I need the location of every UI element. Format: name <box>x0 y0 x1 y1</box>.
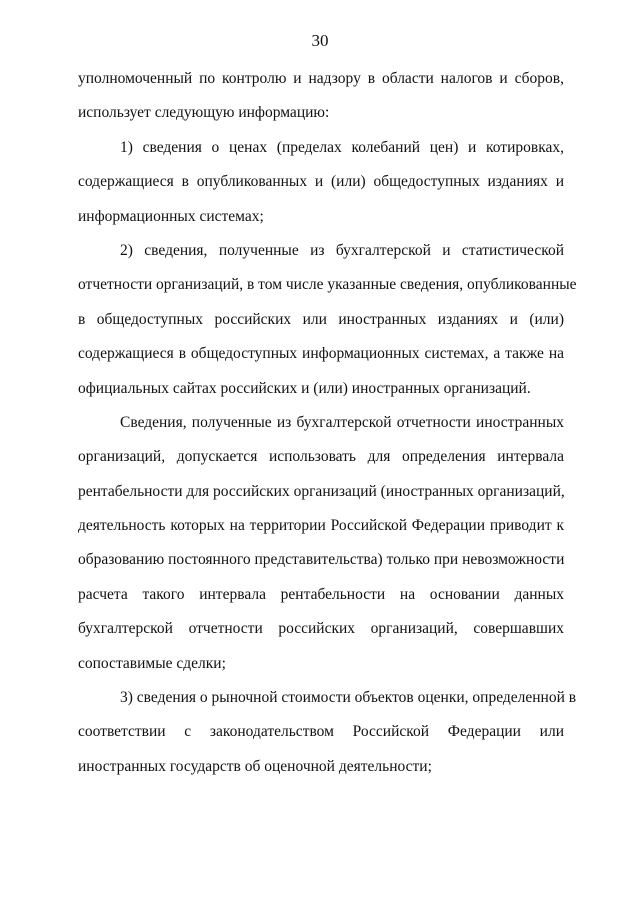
paragraph-foreign-reporting <box>78 406 564 681</box>
text-line: бухгалтерской отчетности российских организаций, совершавших <box>78 620 564 638</box>
document-body <box>78 62 577 784</box>
text-line: деятельность которых на территории Российской Федерации приводит к <box>78 517 564 535</box>
text-line: 2) сведения, полученные из бухгалтерской и статистической <box>120 241 564 259</box>
text-line: уполномоченный по контролю и надзору в области налогов и сборов, <box>78 70 564 87</box>
paragraph-item-1 <box>78 131 564 234</box>
text-line: официальных сайтах российских и (или) иностранных организаций. <box>78 379 531 397</box>
text-line: отчетности организаций, в том числе указанные сведения, опубликованные <box>78 276 577 294</box>
text-line: иностранных государств об оценочной деятельности; <box>78 757 432 775</box>
text-line: 3) сведения о рыночной стоимости объектов оценки, определенной в <box>120 689 577 707</box>
text-line: Сведения, полученные из бухгалтерской отчетности иностранных <box>120 413 564 431</box>
text-line: 1) сведения о ценах (пределах колебаний цен) и котировках, <box>120 138 564 156</box>
text-line: рентабельности для российских организаций (иностранных организаций, <box>78 482 565 500</box>
page-number: 30 <box>311 31 329 50</box>
text-line: содержащиеся в общедоступных информационных системах, а также на <box>78 345 564 363</box>
text-line: организаций, допускается использовать для определения интервала <box>78 448 564 466</box>
text-line: в общедоступных российских или иностранных изданиях и (или) <box>78 310 564 328</box>
text-line: информационных системах; <box>78 207 264 225</box>
paragraph-intro <box>78 62 564 131</box>
paragraph-item-2 <box>78 234 577 406</box>
text-line: расчета такого интервала рентабельности на основании данных <box>78 585 564 603</box>
text-line: соответствии с законодательством Российской Федерации или <box>78 723 564 741</box>
text-line: использует следующую информацию: <box>78 104 330 122</box>
text-line: сопоставимые сделки; <box>78 654 226 672</box>
paragraph-item-3 <box>78 681 577 784</box>
text-line: образованию постоянного представительства) только при невозможности <box>78 551 565 569</box>
text-line: содержащиеся в опубликованных и (или) общедоступных изданиях и <box>78 173 564 191</box>
